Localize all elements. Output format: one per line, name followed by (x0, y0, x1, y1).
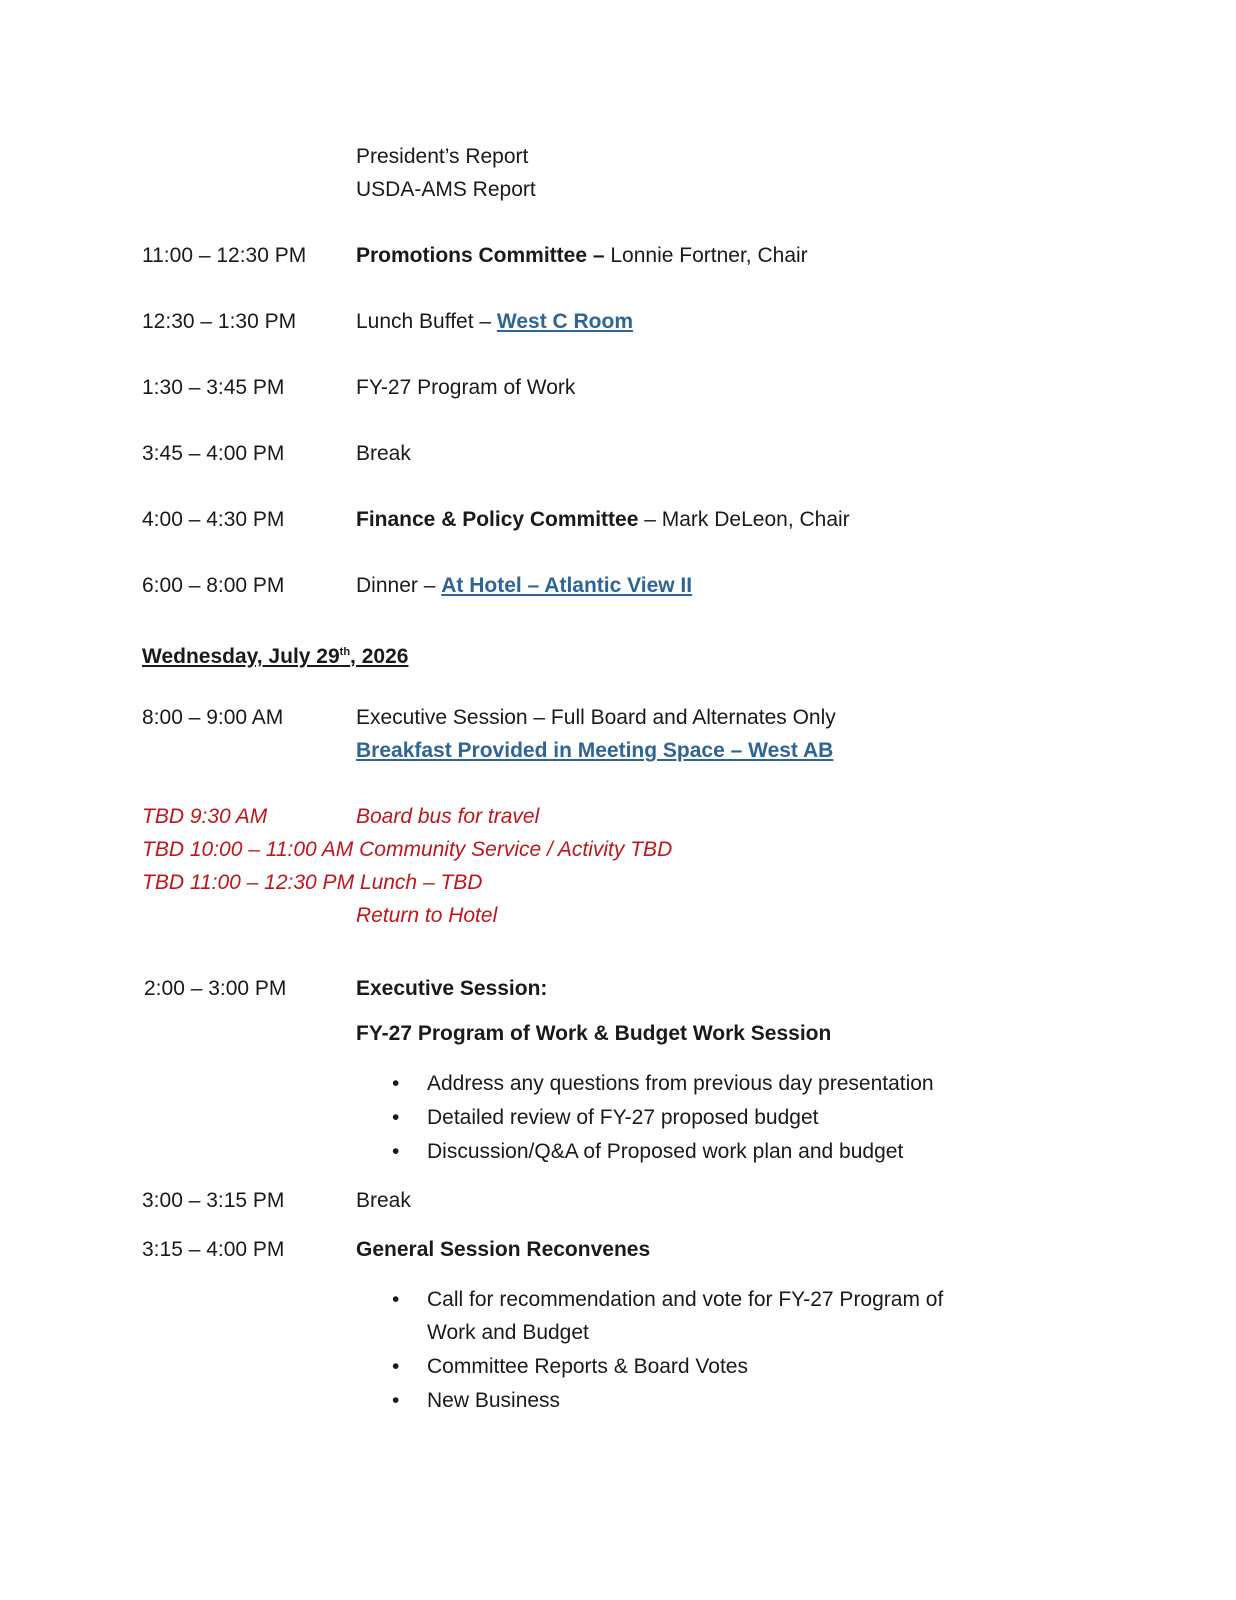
time-label: 8:00 – 9:00 AM (142, 706, 284, 729)
tbd-item: Board bus for travel (356, 805, 540, 828)
session-title: Executive Session: (356, 977, 548, 1000)
item-chair: – Mark DeLeon, Chair (638, 508, 850, 531)
time-label: 3:15 – 4:00 PM (142, 1238, 285, 1261)
agenda-item: USDA-AMS Report (356, 178, 536, 201)
location-link[interactable]: Breakfast Provided in Meeting Space – West AB (356, 739, 834, 762)
bullet-icon: • (392, 1106, 400, 1129)
item-title: Lunch Buffet – (356, 310, 497, 333)
tbd-item: Return to Hotel (356, 904, 498, 927)
time-label: 4:00 – 4:30 PM (142, 508, 285, 531)
agenda-item (356, 507, 850, 533)
agenda-item: FY-27 Program of Work (356, 376, 576, 399)
tbd-item: TBD 11:00 – 12:30 PM Lunch – TBD (142, 871, 483, 894)
bullet-icon: • (392, 1072, 400, 1095)
bullet-item: Committee Reports & Board Votes (427, 1355, 748, 1378)
bullet-item: Address any questions from previous day presentation (427, 1072, 934, 1095)
time-label: 2:00 – 3:00 PM (144, 977, 287, 1000)
agenda-item: Break (356, 442, 411, 465)
location-link[interactable]: West C Room (496, 310, 634, 333)
time-label: 3:45 – 4:00 PM (142, 442, 285, 465)
heading-text: Wednesday, July 29 (142, 645, 340, 668)
time-label: 3:00 – 3:15 PM (142, 1189, 285, 1212)
item-chair: Lonnie Fortner, Chair (604, 244, 808, 267)
bullet-item-continued: Work and Budget (427, 1321, 589, 1344)
item-title: Promotions Committee – (356, 244, 605, 267)
item-title: Dinner – (356, 574, 442, 597)
agenda-item (356, 309, 633, 335)
agenda-item: Break (356, 1189, 411, 1212)
bullet-item: Discussion/Q&A of Proposed work plan and budget (427, 1140, 904, 1163)
heading-text: , 2026 (350, 645, 409, 668)
time-label: 12:30 – 1:30 PM (142, 310, 297, 333)
bullet-item: Detailed review of FY-27 proposed budget (427, 1106, 819, 1129)
item-title: Finance & Policy Committee (356, 508, 639, 531)
bullet-item: New Business (427, 1389, 561, 1412)
tbd-item: TBD 10:00 – 11:00 AM Community Service / Activity TBD (142, 838, 673, 861)
day-heading (142, 639, 408, 670)
agenda-item: Executive Session – Full Board and Alternates Only (356, 706, 836, 729)
time-label: 11:00 – 12:30 PM (142, 244, 307, 267)
agenda-item (356, 573, 692, 599)
heading-sup: th (339, 646, 351, 658)
time-label: 6:00 – 8:00 PM (142, 574, 285, 597)
bullet-icon: • (392, 1389, 400, 1412)
session-title: General Session Reconvenes (356, 1238, 651, 1261)
time-label: 1:30 – 3:45 PM (142, 376, 285, 399)
tbd-time: TBD 9:30 AM (142, 805, 268, 828)
location-link[interactable]: At Hotel – Atlantic View II (441, 574, 693, 597)
bullet-icon: • (392, 1140, 400, 1163)
agenda-item (356, 243, 808, 269)
bullet-icon: • (392, 1288, 400, 1311)
bullet-icon: • (392, 1355, 400, 1378)
agenda-item: President’s Report (356, 145, 529, 168)
bullet-item: Call for recommendation and vote for FY-27 Program of (427, 1288, 944, 1311)
session-subtitle: FY-27 Program of Work & Budget Work Session (356, 1022, 832, 1045)
